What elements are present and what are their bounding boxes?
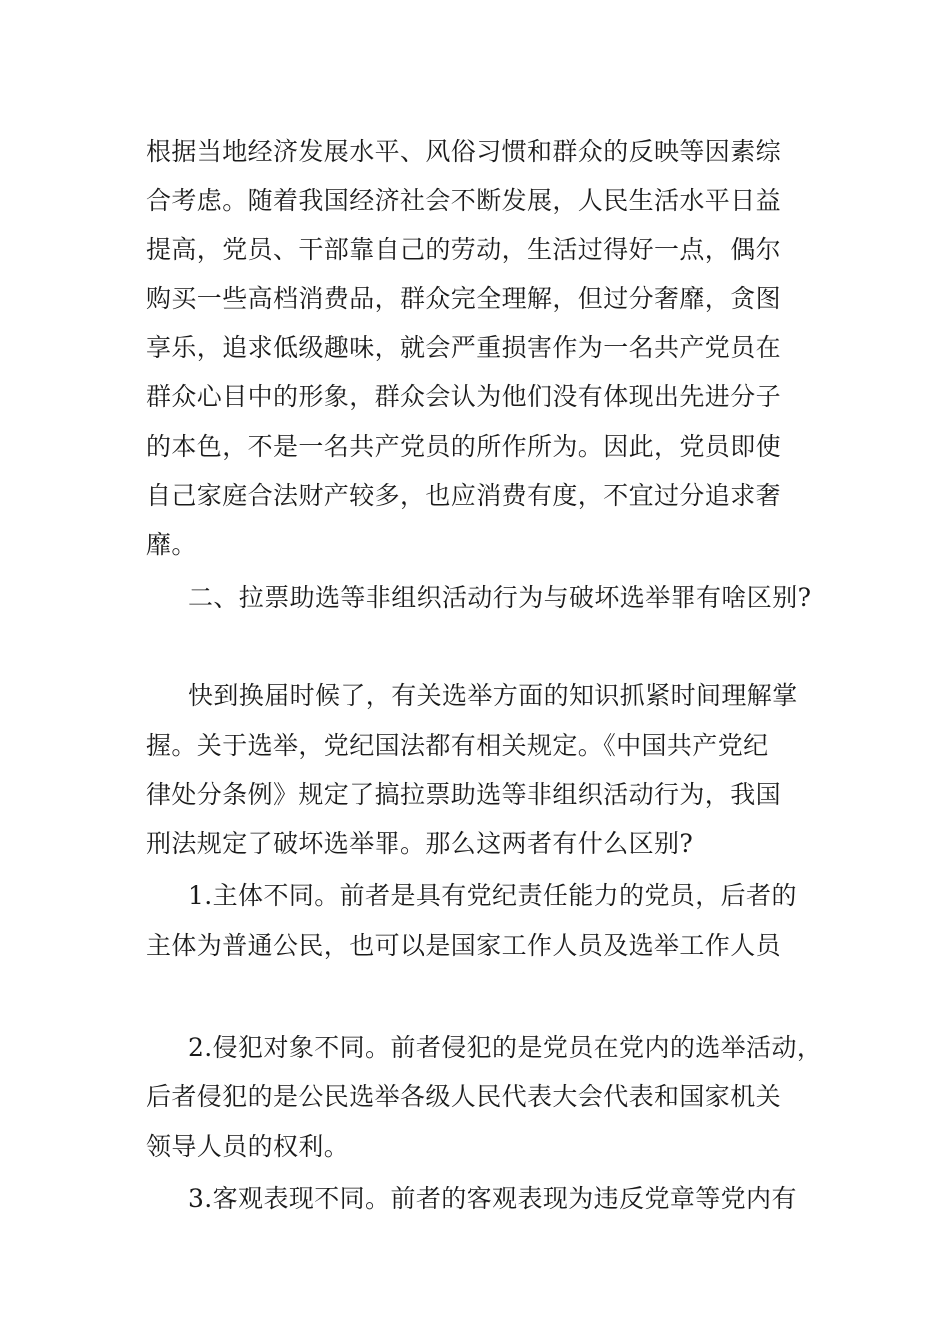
body-text-line: 主体为普通公民，也可以是国家工作人员及选举工作人员 — [146, 931, 782, 960]
body-text-line: 快到换届时候了，有关选举方面的知识抓紧时间理解掌 — [188, 681, 798, 710]
body-text-line: 靡。 — [146, 530, 197, 559]
body-text-line: 合考虑。随着我国经济社会不断发展，人民生活水平日益 — [146, 186, 782, 215]
body-text-line: 购买一些高档消费品，群众完全理解，但过分奢靡，贪图 — [146, 284, 782, 313]
body-text-line: 的本色，不是一名共产党员的所作所为。因此，党员即使 — [146, 432, 782, 461]
body-text-line: 刑法规定了破坏选举罪。那么这两者有什么区别? — [146, 829, 694, 858]
body-text-line: 握。关于选举，党纪国法都有相关规定。《中国共产党纪 — [146, 731, 769, 760]
list-item-1: 1.主体不同。前者是具有党纪责任能力的党员，后者的 — [188, 881, 797, 910]
body-text-line: 享乐，追求低级趣味，就会严重损害作为一名共产党员在 — [146, 333, 782, 362]
body-text-line: 律处分条例》规定了搞拉票助选等非组织活动行为，我国 — [146, 780, 782, 809]
body-text-line: 后者侵犯的是公民选举各级人民代表大会代表和国家机关 — [146, 1082, 782, 1111]
section-heading: 二、拉票助选等非组织活动行为与破坏选举罪有啥区别? — [188, 583, 812, 612]
body-text-line: 提高，党员、干部靠自己的劳动，生活过得好一点，偶尔 — [146, 235, 782, 264]
list-item-2: 2.侵犯对象不同。前者侵犯的是党员在党内的选举活动， — [188, 1033, 823, 1062]
body-text-line: 自己家庭合法财产较多，也应消费有度，不宜过分追求奢 — [146, 481, 782, 510]
body-text-line: 群众心目中的形象，群众会认为他们没有体现出先进分子 — [146, 382, 782, 411]
body-text-line: 领导人员的权利。 — [146, 1132, 350, 1161]
body-text-line: 根据当地经济发展水平、风俗习惯和群众的反映等因素综 — [146, 137, 782, 166]
list-item-3: 3.客观表现不同。前者的客观表现为违反党章等党内有 — [188, 1184, 797, 1213]
